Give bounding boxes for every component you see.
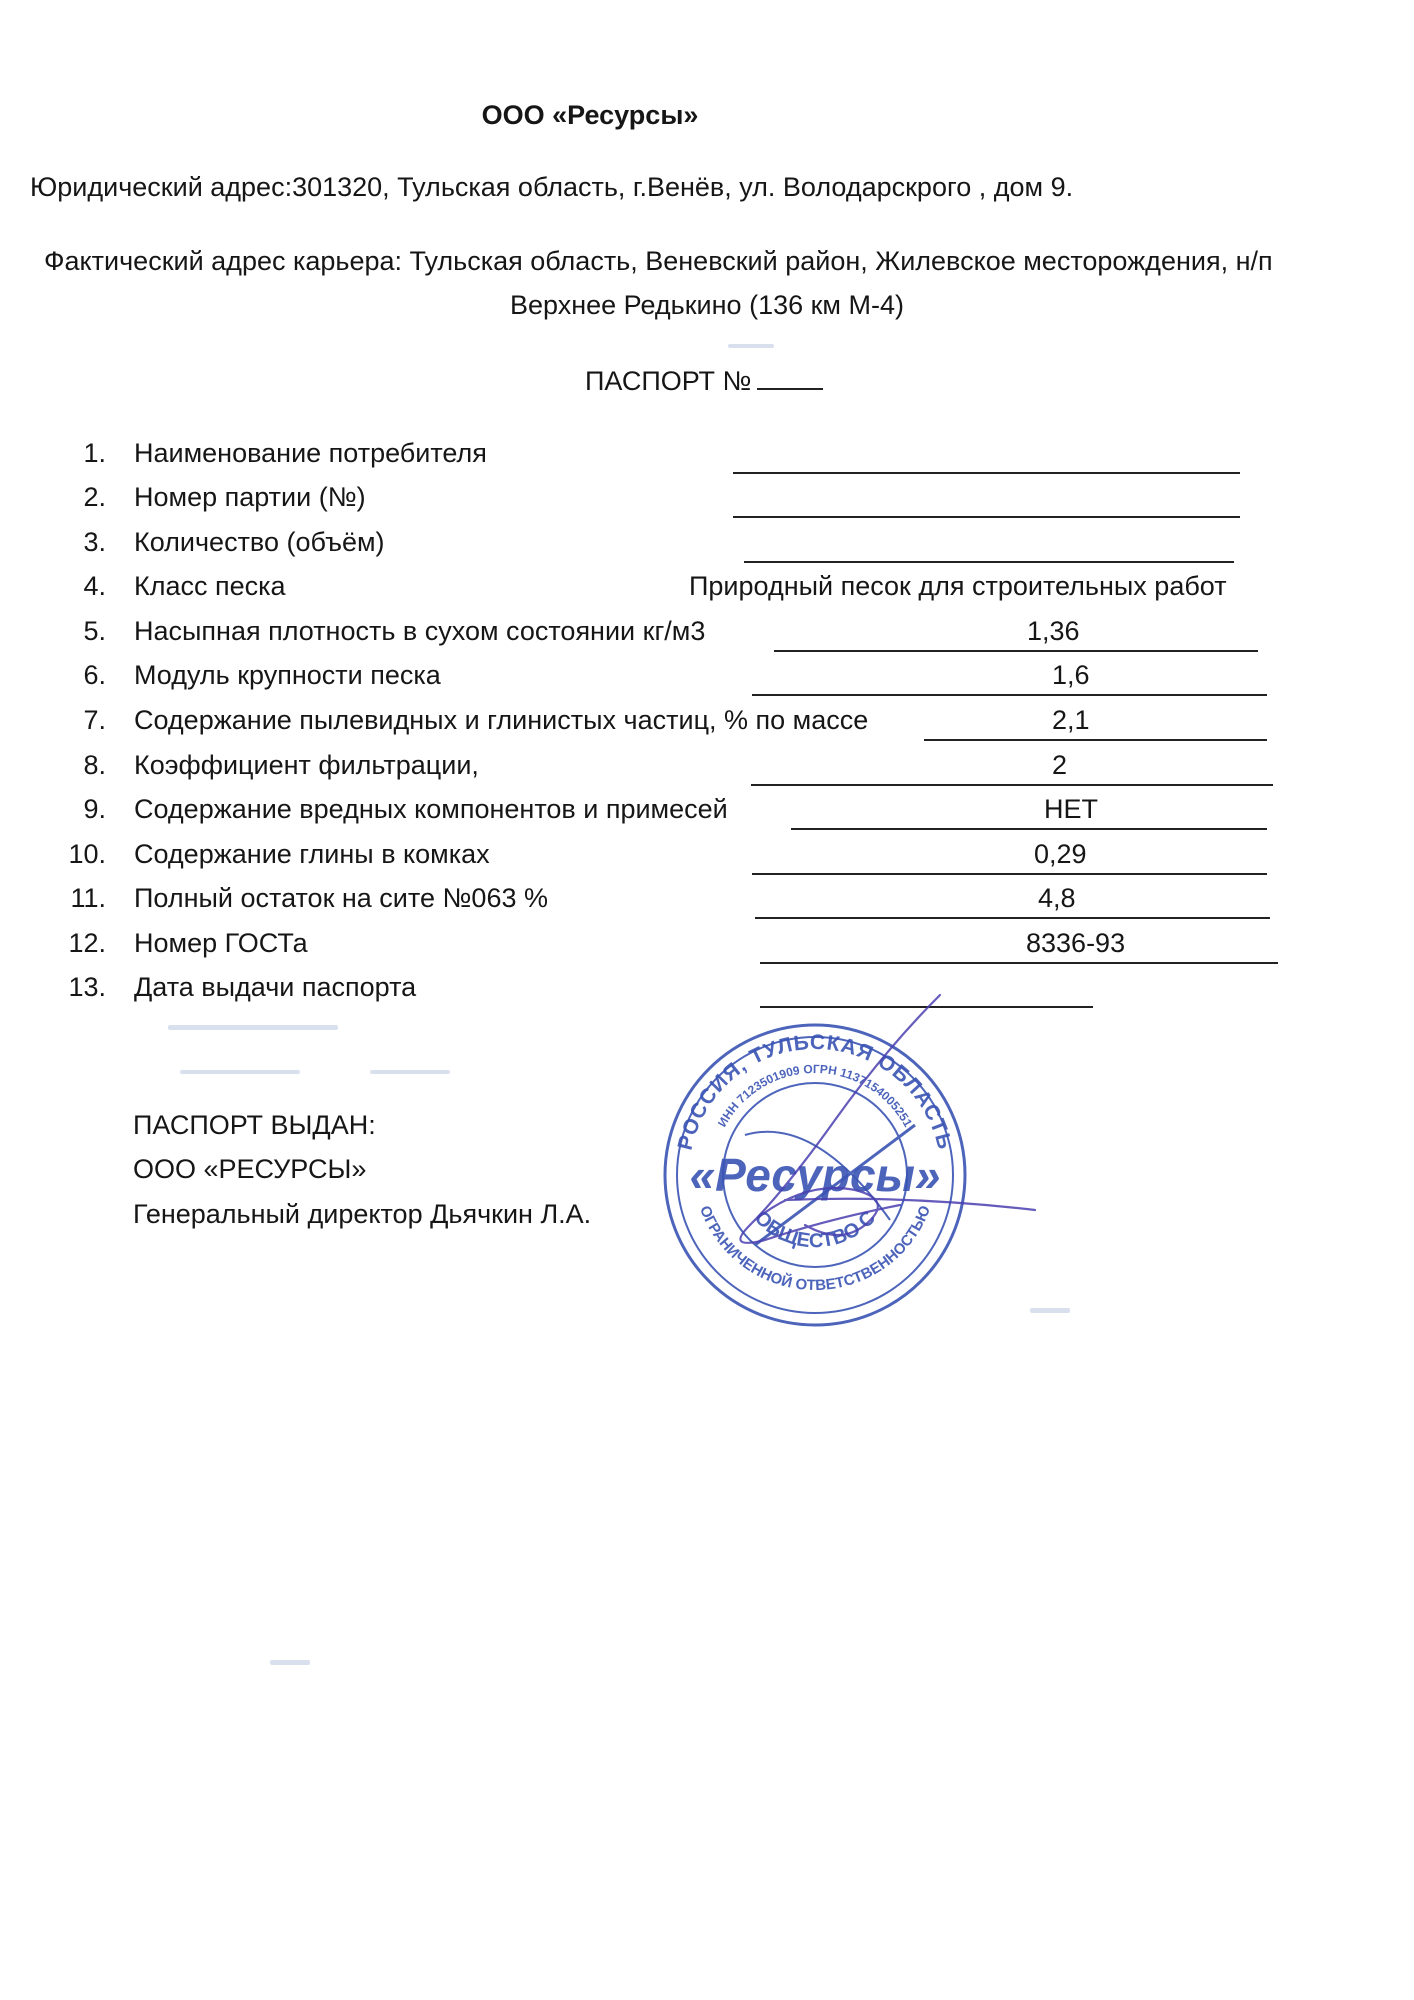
actual-address-line1: Фактический адрес карьера: Тульская область, Веневский район, Жилевское месторождения, н/п	[44, 246, 1273, 276]
scan-speck	[370, 1070, 450, 1074]
item-value: 2	[1052, 750, 1068, 780]
item-label: Количество (объём)	[134, 527, 385, 557]
issued-company: ООО «РЕСУРСЫ»	[133, 1154, 367, 1184]
item-number: 9.	[83, 794, 106, 824]
item-number: 6.	[83, 660, 106, 690]
scan-speck	[728, 344, 774, 348]
item-label: Содержание вредных компонентов и примесей	[134, 794, 728, 824]
item-label: Дата выдачи паспорта	[134, 972, 417, 1002]
item-blank-line	[733, 472, 1240, 474]
company-name: ООО «Ресурсы»	[481, 100, 699, 130]
stamp-outer-bottom-text: ОГРАНИЧЕННОЙ ОТВЕТСТВЕННОСТЬЮ	[695, 1203, 935, 1295]
item-value-line	[791, 828, 1267, 830]
item-number: 11.	[70, 883, 106, 913]
item-number: 5.	[83, 616, 106, 646]
passport-number-blank	[757, 366, 823, 390]
item-label: Модуль крупности песка	[134, 660, 441, 690]
item-value-line	[924, 739, 1267, 741]
actual-address-line2: Верхнее Редькино (136 км М-4)	[510, 290, 904, 320]
item-label: Насыпная плотность в сухом состоянии кг/м3	[134, 616, 706, 646]
item-value-line	[752, 873, 1267, 875]
item-blank-line	[733, 516, 1240, 518]
item-label: Номер партии (№)	[134, 482, 366, 512]
item-label: Содержание глины в комках	[134, 839, 490, 869]
item-number: 1.	[83, 438, 106, 468]
item-value-line	[752, 694, 1267, 696]
scan-speck	[168, 1025, 338, 1030]
item-number: 10.	[68, 839, 106, 869]
stamp-region-text: РОССИЯ, ТУЛЬСКАЯ ОБЛАСТЬ	[673, 1030, 957, 1153]
director-signature	[655, 990, 1055, 1290]
item-value-line	[751, 784, 1273, 786]
item-value-line	[755, 917, 1270, 919]
issued-heading: ПАСПОРТ ВЫДАН:	[133, 1110, 376, 1140]
item-label: Содержание пылевидных и глинистых частиц, % по массе	[134, 705, 869, 735]
stamp-bottom-text: ОБЩЕСТВО С	[749, 1206, 881, 1253]
item-value-line	[774, 650, 1258, 652]
item-value: Природный песок для строительных работ	[689, 571, 1227, 601]
item-label: Полный остаток на сите №063 %	[134, 883, 548, 913]
passport-title-text: ПАСПОРТ №	[585, 366, 752, 396]
item-number: 2.	[83, 482, 106, 512]
item-blank-line	[744, 561, 1234, 563]
item-number: 4.	[83, 571, 106, 601]
item-value: НЕТ	[1044, 794, 1098, 824]
passport-title	[585, 366, 823, 397]
item-label: Коэффициент фильтрации,	[134, 750, 479, 780]
item-label: Класс песка	[134, 571, 286, 601]
issued-signatory: Генеральный директор Дьячкин Л.А.	[133, 1199, 592, 1229]
item-label: Номер ГОСТа	[134, 928, 308, 958]
item-number: 13.	[68, 972, 106, 1002]
item-number: 3.	[83, 527, 106, 557]
item-value: 2,1	[1052, 705, 1090, 735]
scan-speck	[270, 1660, 310, 1665]
item-value: 1,36	[1027, 616, 1080, 646]
item-label: Наименование потребителя	[134, 438, 487, 468]
item-number: 8.	[83, 750, 106, 780]
legal-address: Юридический адрес:301320, Тульская область, г.Венёв, ул. Володарскрого , дом 9.	[30, 172, 1074, 202]
item-number: 12.	[68, 928, 106, 958]
item-value-line	[760, 962, 1278, 964]
scan-speck	[1030, 1308, 1070, 1313]
stamp-ids-text: ИНН 7123501909 ОГРН 1137154005251	[714, 1061, 916, 1130]
item-number: 7.	[83, 705, 106, 735]
stamp-center-text: «Ресурсы»	[689, 1149, 941, 1201]
scan-speck	[180, 1070, 300, 1074]
item-value: 8336-93	[1026, 928, 1126, 958]
item-value: 4,8	[1038, 883, 1076, 913]
item-value: 1,6	[1052, 660, 1090, 690]
item-value: 0,29	[1034, 839, 1087, 869]
